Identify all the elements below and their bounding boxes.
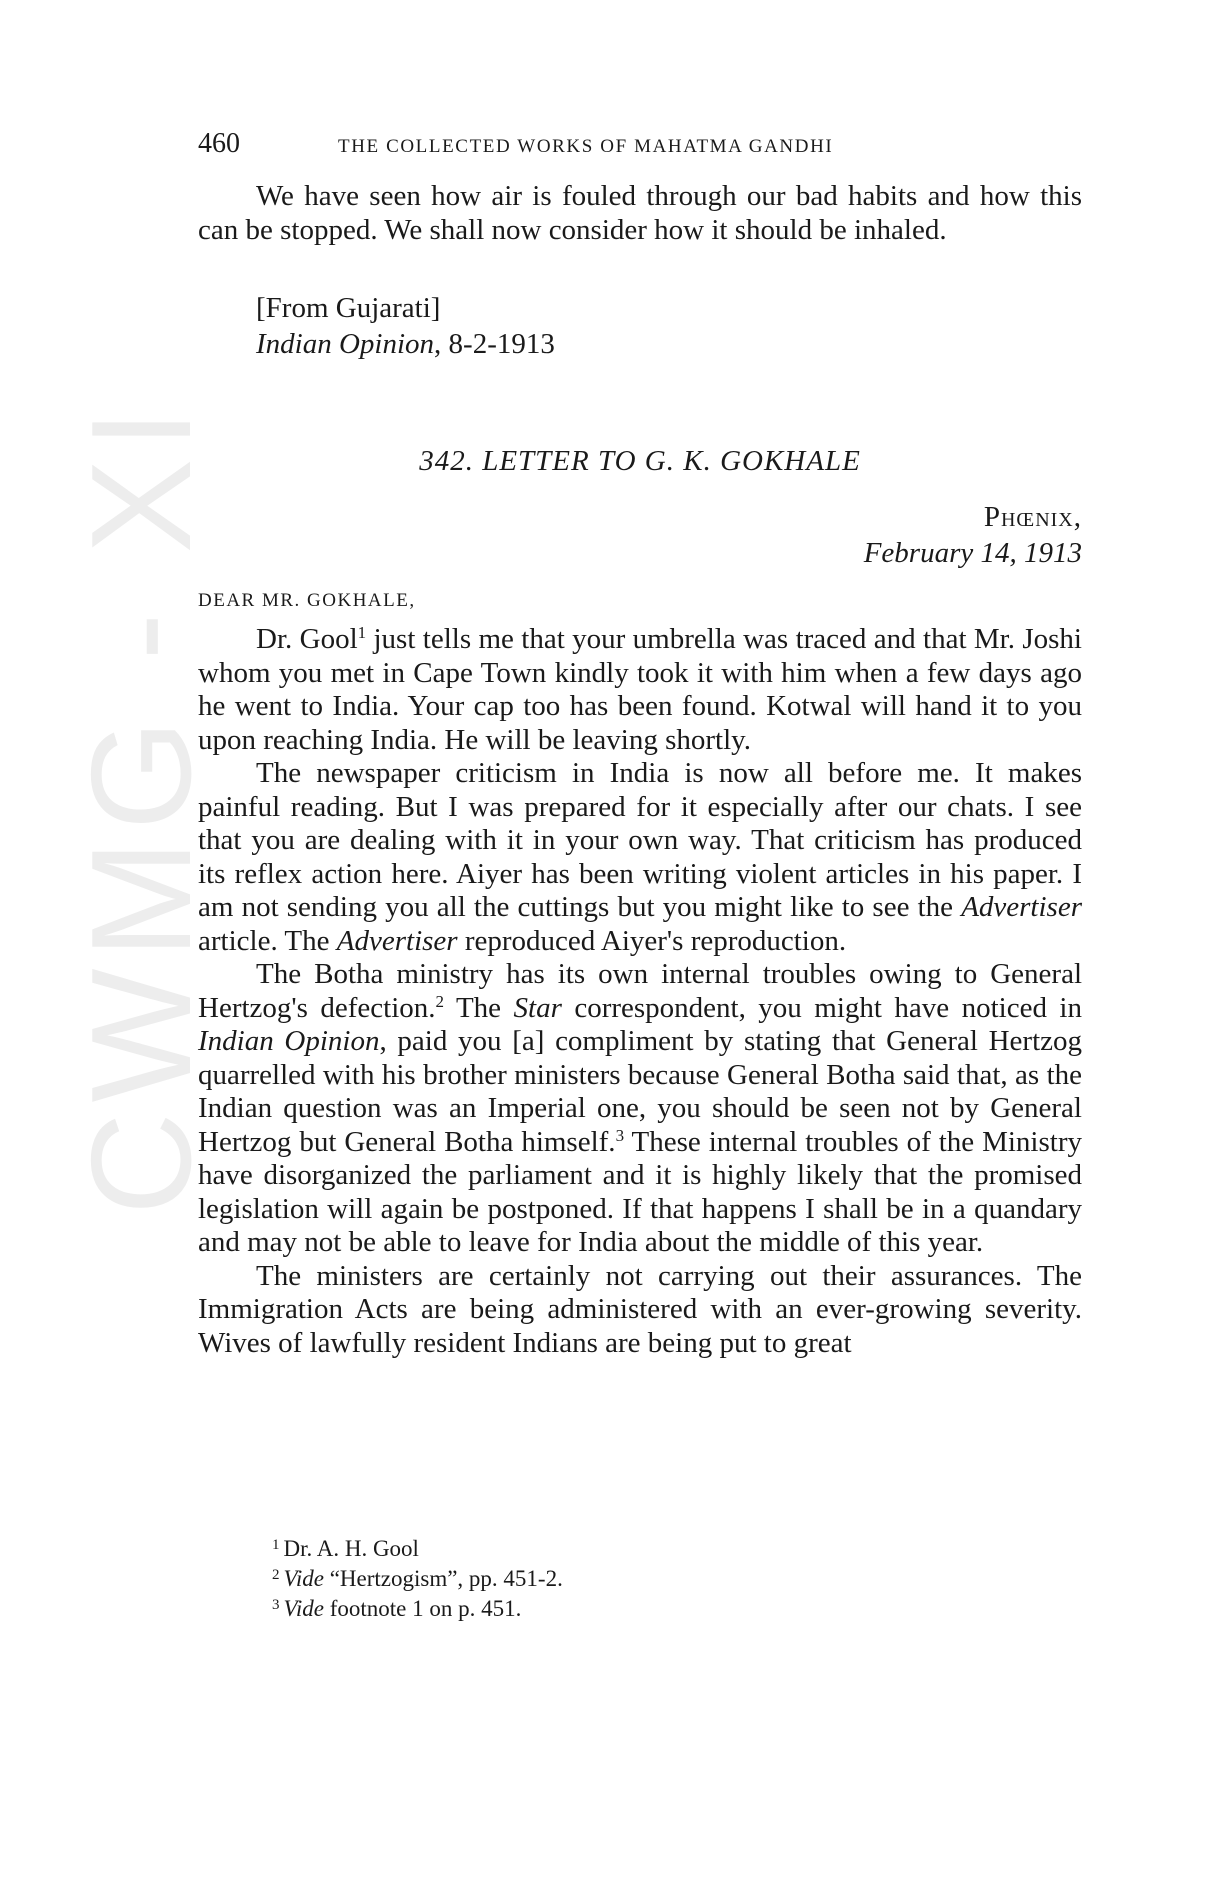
footnote-mark: 1 [272,1537,280,1553]
running-head [198,128,1082,162]
letter-date: February 14, 1913 [863,537,1082,569]
letter-paragraph [198,757,1082,958]
letter-place: Phœnix, [983,501,1082,533]
italic-run: Advertiser [336,924,458,957]
text-run: , paid you [a] compliment by stating that General Hertzog quarrelled with his brother ministers because General Botha said that, as the Indian question was an Imperial one, you should be seen not by General Hertzog but General Botha himself. [198,1025,1082,1158]
intro-paragraph: We have seen how air is fouled through our bad habits and how this can be stopped. We shall now consider how it should be inhaled. [198,180,1082,246]
italic-run: Indian Opinion [198,1025,380,1057]
text-run: The Botha ministry has its own internal troubles owing to General Hertzog's defection. [198,958,1082,1024]
footnotes [272,1534,1072,1624]
source-publication: Indian Opinion [256,328,435,360]
source-language: [From Gujarati] [256,292,441,324]
page-number: 460 [198,128,240,159]
text-run: The [444,991,514,1024]
footnote [272,1564,1072,1594]
salutation: DEAR MR. GOKHALE, [198,590,416,611]
footnote-ref: 2 [435,991,445,1011]
text-run: just tells me that your umbrella was traced and that Mr. Joshi whom you met in Cape Town kindly took it with him when a few days ago he went to India. Your cap too has been found. Kotwal will hand it to you upon reaching India. He will be leaving shortly. [198,623,1082,756]
footnote-text: “Hertzogism”, pp. 451-2. [323,1566,563,1591]
footnote [272,1594,1072,1624]
source-date: , 8-2-1913 [434,328,555,360]
text-run: These internal troubles of the Ministry have disorganized the parliament and it is highly likely that the promised legislation will again be postponed. If that happens I shall be in a quandary and may not be able to leave for India about the middle of this year. [198,1125,1082,1258]
letter-paragraph [198,958,1082,1260]
footnote-ref: 3 [615,1125,625,1145]
text-run: correspondent, you might have noticed in [561,991,1082,1024]
italic-run: Star [513,991,562,1024]
footnote-text: footnote 1 on p. 451. [323,1596,522,1621]
text-run: The newspaper criticism in India is now all before me. It makes painful reading. But I was prepared for it especially after our chats. I see that you are dealing with it in your own way. That criticism has produced its reflex action here. Aiyer has been writing violent articles in his paper. I am not sending you all the cuttings but you might like to see the [198,757,1082,923]
footnote [272,1534,1072,1564]
text-run: reproduced Aiyer's reproduction. [457,924,847,957]
footnote-text: Dr. A. H. Gool [283,1536,419,1561]
footnote-ref: 1 [357,623,367,642]
footnote-italic: Vide [283,1596,324,1621]
footnote-mark: 2 [272,1567,280,1583]
book-title: THE COLLECTED WORKS OF MAHATMA GANDHI [338,136,834,157]
text-run: article. The [198,924,337,957]
source-citation [256,328,555,361]
watermark: CWMG - XI [62,399,221,1215]
footnote-mark: 3 [272,1597,280,1613]
italic-run: Advertiser [961,891,1082,923]
letter-paragraph: The ministers are certainly not carrying out their assurances. The Immigration Acts are being administered with an ever-growing severity. Wives of lawfully resident Indians are being put to great [198,1259,1082,1359]
text-run: Dr. Gool [256,623,358,655]
letter-paragraph [198,623,1082,757]
footnote-italic: Vide [283,1566,324,1591]
letter-title: 342. LETTER TO G. K. GOKHALE [419,445,861,477]
letter-body [198,623,1082,1360]
